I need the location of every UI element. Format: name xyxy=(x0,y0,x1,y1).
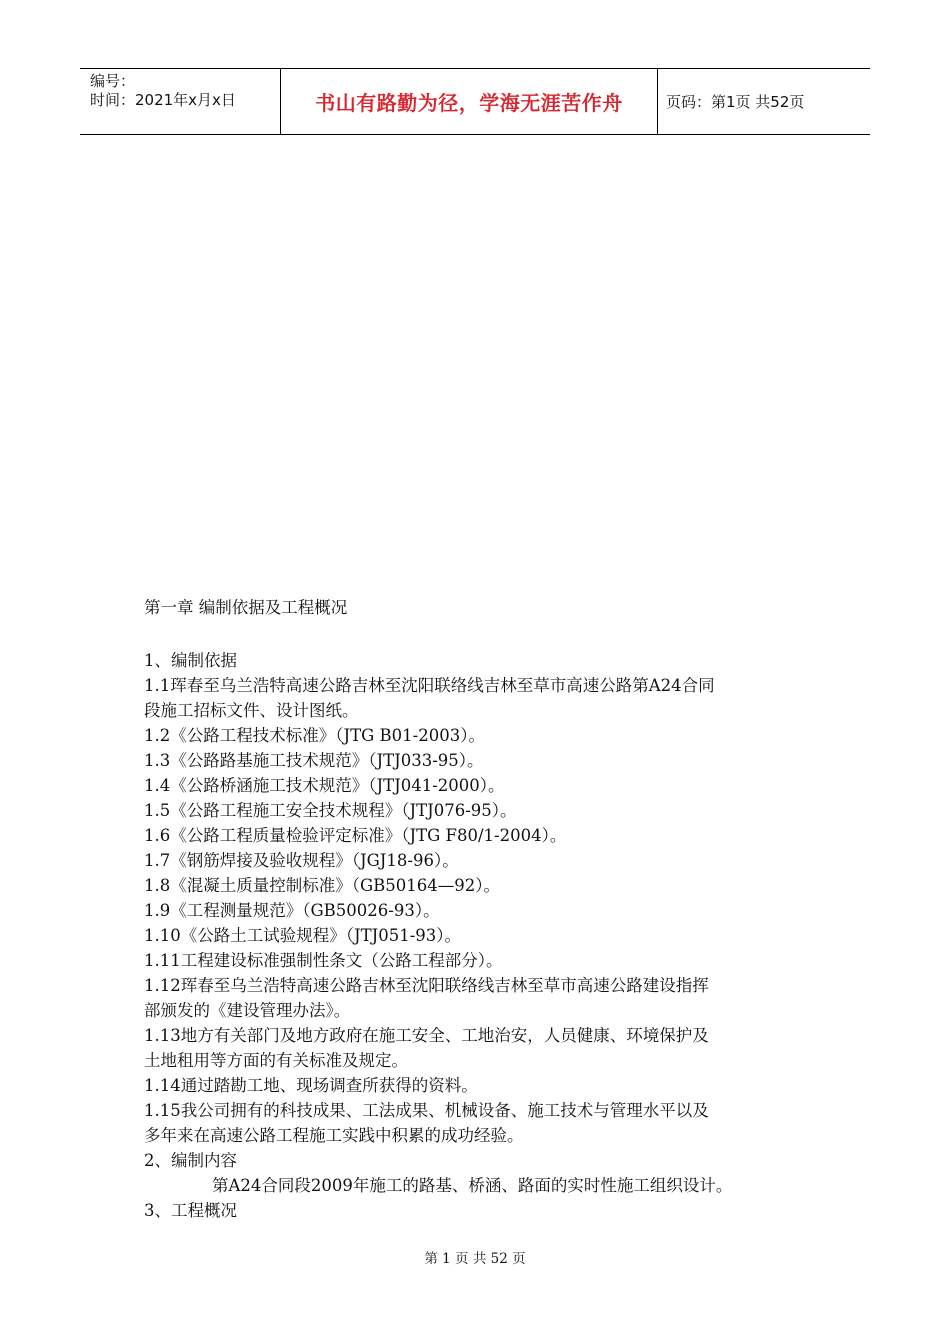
document-time-label: 时间：2021年x月x日 xyxy=(90,91,236,109)
body-line: 1.8《混凝土质量控制标准》（GB50164—92）。 xyxy=(144,876,501,895)
body-line: 1.7《钢筋焊接及验收规程》（JGJ18-96）。 xyxy=(144,851,459,870)
body-line: 1.12珲春至乌兰浩特高速公路吉林至沈阳联络线吉林至草市高速公路建设指挥 xyxy=(144,976,709,995)
header-page-info: 页码：第1页 共52页 xyxy=(666,93,805,111)
body-line: 1.6《公路工程质量检验评定标准》（JTG F80/1-2004）。 xyxy=(144,826,567,845)
body-line-indented: 第A24合同段2009年施工的路基、桥涵、路面的实时性施工组织设计。 xyxy=(212,1176,733,1195)
body-line: 1.5《公路工程施工安全技术规程》（JTJ076-95）。 xyxy=(144,801,517,820)
body-line: 1.11工程建设标准强制性条文（公路工程部分）。 xyxy=(144,951,503,970)
body-line: 1.3《公路路基施工技术规范》（JTJ033-95）。 xyxy=(144,751,484,770)
header-right-cell xyxy=(658,69,870,134)
body-line: 土地租用等方面的有关标准及规定。 xyxy=(144,1051,408,1070)
chapter-title: 第一章 编制依据及工程概况 xyxy=(144,598,348,617)
body-line: 1、编制依据 xyxy=(144,651,237,670)
page-footer: 第 1 页 共 52 页 xyxy=(424,1251,526,1267)
body-line: 1.10《公路土工试验规程》（JTJ051-93）。 xyxy=(144,926,462,945)
body-line: 多年来在高速公路工程施工实践中积累的成功经验。 xyxy=(144,1126,524,1145)
body-line: 3、工程概况 xyxy=(144,1201,237,1220)
body-line: 1.14通过踏勘工地、现场调查所获得的资料。 xyxy=(144,1076,478,1095)
header-left-cell xyxy=(80,69,281,134)
body-line: 1.13地方有关部门及地方政府在施工安全、工地治安，人员健康、环境保护及 xyxy=(144,1026,709,1045)
body-line: 1.4《公路桥涵施工技术规范》（JTJ041-2000）。 xyxy=(144,776,505,795)
body-line: 1.1珲春至乌兰浩特高速公路吉林至沈阳联络线吉林至草市高速公路第A24合同 xyxy=(144,676,715,695)
body-line: 2、编制内容 xyxy=(144,1151,237,1170)
body-line: 1.9《工程测量规范》（GB50026-93）。 xyxy=(144,901,440,920)
header-table xyxy=(80,68,870,135)
body-line: 1.2《公路工程技术标准》（JTG B01-2003）。 xyxy=(144,726,485,745)
body-line: 段施工招标文件、设计图纸。 xyxy=(144,701,359,720)
body-line: 部颁发的《建设管理办法》。 xyxy=(144,1001,351,1020)
header-motto: 书山有路勤为径，学海无涯苦作舟 xyxy=(315,91,623,115)
document-body xyxy=(144,595,814,1223)
document-code-label: 编号： xyxy=(90,72,136,90)
body-line: 1.15我公司拥有的科技成果、工法成果、机械设备、施工技术与管理水平以及 xyxy=(144,1101,709,1120)
header-middle-cell xyxy=(281,69,658,134)
